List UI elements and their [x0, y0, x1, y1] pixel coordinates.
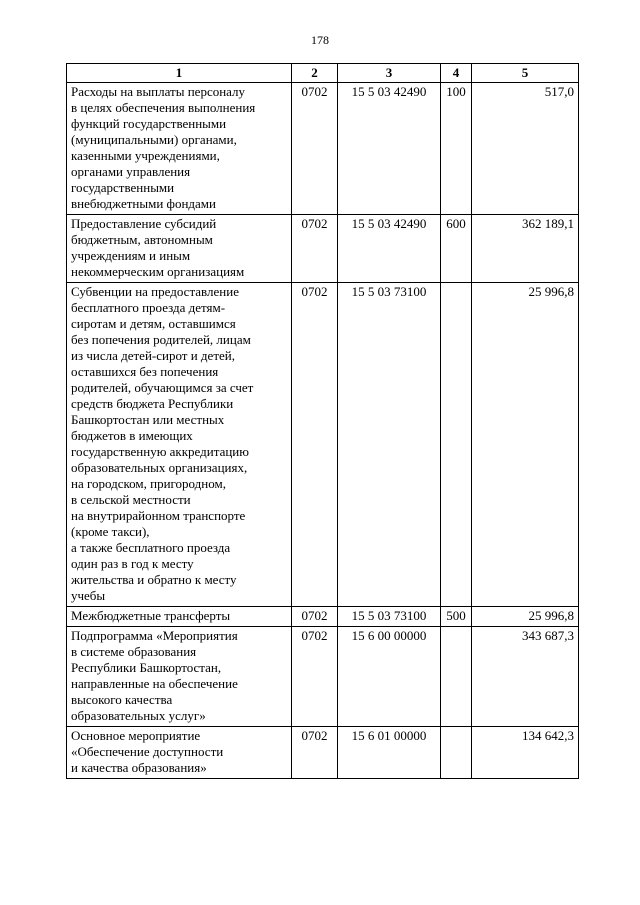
row-amount: 25 996,8	[472, 283, 579, 607]
row-type	[441, 627, 472, 727]
row-amount: 362 189,1	[472, 215, 579, 283]
table-row	[67, 727, 579, 779]
row-target: 15 6 01 00000	[338, 727, 441, 779]
row-amount: 25 996,8	[472, 607, 579, 627]
header-col-3: 3	[338, 64, 441, 83]
row-section: 0702	[292, 215, 338, 283]
row-type	[441, 727, 472, 779]
row-name: Межбюджетные трансферты	[67, 607, 292, 627]
row-name: Предоставление субсидий бюджетным, автономным учреждениям и иным некоммерческим организациям	[67, 215, 292, 283]
table-row	[67, 607, 579, 627]
page-number: 178	[311, 33, 329, 47]
row-section: 0702	[292, 83, 338, 215]
row-target: 15 5 03 42490	[338, 215, 441, 283]
row-section: 0702	[292, 607, 338, 627]
row-target: 15 5 03 73100	[338, 607, 441, 627]
budget-table	[66, 63, 579, 779]
row-section: 0702	[292, 283, 338, 607]
row-name: Подпрограмма «Мероприятия в системе образования Республики Башкортостан, направленные на обеспечение высокого качества образовательных услуг»	[67, 627, 292, 727]
header-col-4: 4	[441, 64, 472, 83]
table-row	[67, 215, 579, 283]
row-name: Основное мероприятие «Обеспечение доступности и качества образования»	[67, 727, 292, 779]
row-section: 0702	[292, 627, 338, 727]
row-name: Субвенции на предоставление бесплатного проезда детям- сиротам и детям, оставшимся без попечения родителей, лицам из числа детей-сирот и детей, оставшихся без попечения родителей, обучающимся за счет средств бюджета Республики Башкортостан или местных бюджетов в имеющих государственную аккредитацию образовательных организациях, на городском, пригородном, в сельской местности на внутрирайонном транспорте (кроме такси), а также бесплатного проезда один раз в год к месту жительства и обратно к месту учебы	[67, 283, 292, 607]
header-col-1: 1	[67, 64, 292, 83]
row-amount: 517,0	[472, 83, 579, 215]
row-type	[441, 283, 472, 607]
header-col-2: 2	[292, 64, 338, 83]
row-name: Расходы на выплаты персоналу в целях обеспечения выполнения функций государственными (муниципальными) органами, казенными учреждениями, органами управления государственными внебюджетными фондами	[67, 83, 292, 215]
row-section: 0702	[292, 727, 338, 779]
row-target: 15 5 03 42490	[338, 83, 441, 215]
row-type: 100	[441, 83, 472, 215]
row-amount: 343 687,3	[472, 627, 579, 727]
table-header-row	[67, 64, 579, 83]
row-target: 15 6 00 00000	[338, 627, 441, 727]
header-col-5: 5	[472, 64, 579, 83]
table-row	[67, 83, 579, 215]
table-row	[67, 627, 579, 727]
row-type: 600	[441, 215, 472, 283]
row-target: 15 5 03 73100	[338, 283, 441, 607]
table-row	[67, 283, 579, 607]
row-amount: 134 642,3	[472, 727, 579, 779]
row-type: 500	[441, 607, 472, 627]
